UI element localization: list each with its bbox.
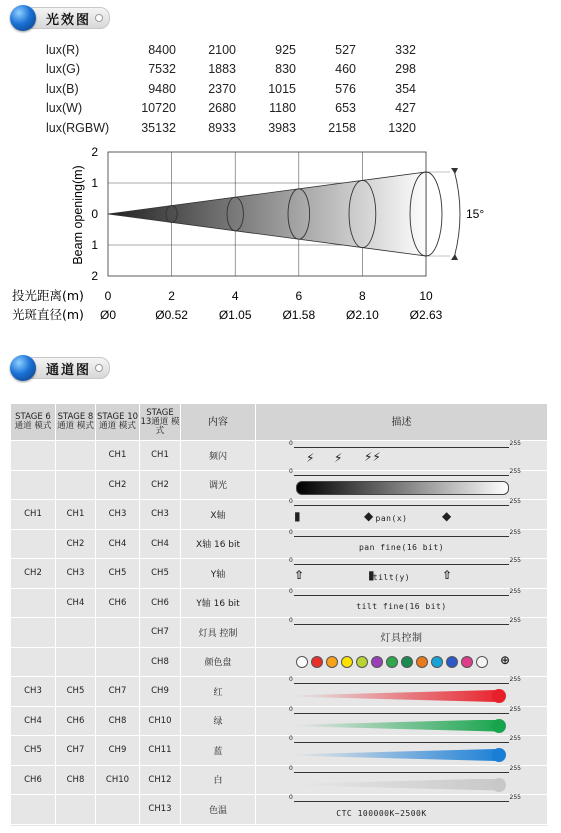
dmx-scale-line: [289, 587, 521, 596]
lux-value: 7532: [148, 62, 176, 77]
channel-function-cell: 红: [181, 677, 256, 707]
channel-description-text: pan(x): [375, 514, 408, 523]
pill-dot-icon: [95, 14, 103, 22]
channel-description-text: pan fine(16 bit): [358, 542, 445, 552]
channel-number-cell: CH1: [140, 441, 181, 471]
channel-row: [11, 500, 548, 530]
dmx-scale-max: 255: [509, 705, 521, 713]
diameter-row-label: 光斑直径(m): [12, 307, 84, 322]
tilt-mid-icon: ▮: [368, 568, 375, 582]
dmx-scale-min: 0: [289, 467, 293, 475]
lux-value: 35132: [141, 120, 176, 135]
lux-value: 10720: [141, 101, 176, 116]
dmx-scale-min: 0: [289, 735, 293, 742]
channel-number-cell: CH9: [140, 677, 181, 707]
channel-number-cell: CH1: [11, 500, 56, 530]
strobe-lightning-icon: ⚡: [306, 451, 315, 465]
lux-row-label: lux(B): [46, 81, 79, 96]
dmx-scale-min: 0: [289, 528, 293, 536]
channel-number-cell: CH4: [140, 529, 181, 559]
channel-number-cell: CH3: [96, 500, 140, 530]
pan-start-icon: ▮: [294, 509, 301, 523]
color-wheel-swatch: [446, 656, 458, 668]
channel-number-cell: CH3: [11, 677, 56, 707]
channel-description-cell: [256, 529, 548, 559]
lux-value: 298: [395, 62, 416, 77]
channel-description-text: CTC 100000K~2500K: [336, 809, 427, 818]
lux-value: 332: [395, 42, 416, 57]
channel-number-cell: [56, 647, 96, 677]
color-wheel-swatch: [461, 656, 473, 668]
channel-number-cell: [56, 618, 96, 648]
color-wheel-swatch: [386, 656, 398, 668]
dmx-scale-min: 0: [289, 764, 293, 772]
pan-mid-icon: ◆: [364, 509, 374, 523]
channel-description-cell: [256, 765, 548, 795]
pill-dot-icon: [95, 364, 103, 372]
channel-row: [11, 470, 548, 500]
lux-value: 2158: [328, 120, 356, 135]
channel-row: [11, 677, 548, 707]
lux-table: [30, 40, 416, 138]
dmx-scale-max: 255: [509, 794, 521, 801]
y-axis-label: Beam opening(m): [71, 165, 85, 265]
color-wheel-swatch: [356, 656, 368, 668]
channel-number-cell: CH2: [56, 529, 96, 559]
channel-function-cell: 蓝: [181, 736, 256, 766]
color-wheel-swatch: [341, 656, 353, 668]
section-orb-icon: [10, 355, 36, 381]
dmx-scale-line: [289, 617, 521, 625]
dmx-scale-min: 0: [289, 557, 293, 564]
section-title-pill: [23, 7, 110, 29]
dmx-scale-min: 0: [289, 705, 293, 713]
channel-row: [11, 765, 548, 795]
lux-value: 1883: [208, 62, 236, 77]
channel-function-cell: 颜色盘: [181, 647, 256, 677]
channel-number-cell: CH1: [96, 441, 140, 471]
channel-number-cell: CH10: [140, 706, 181, 736]
dmx-scale-line: [289, 528, 521, 537]
dmx-scale-line: [289, 467, 521, 476]
dmx-scale-line: [289, 557, 521, 565]
channel-description-cell: [256, 618, 548, 648]
y-tick-label: 1: [91, 238, 98, 252]
channel-header-cell: 内容: [181, 404, 256, 441]
distance-row-label: 投光距离(m): [12, 288, 84, 303]
channel-row: [11, 618, 548, 648]
lux-value: 527: [335, 42, 356, 57]
channel-number-cell: [56, 441, 96, 471]
tilt-start-icon: ⇧: [294, 568, 305, 582]
channel-description-cell: [256, 795, 548, 825]
dimmer-gradient-bar: [296, 481, 509, 495]
dmx-scale-max: 255: [509, 617, 521, 624]
light-effect-header: [10, 5, 110, 31]
channel-function-cell: 色温: [181, 795, 256, 825]
dmx-scale-max: 255: [509, 440, 521, 447]
distance-value: 10: [419, 289, 433, 303]
lux-value: 8933: [208, 120, 236, 135]
diameter-value: Ø0: [99, 308, 117, 322]
channel-description-cell: [256, 647, 548, 677]
dmx-scale-line: [289, 794, 521, 802]
channel-number-cell: CH7: [96, 677, 140, 707]
lux-value: 2680: [208, 101, 236, 116]
dmx-scale-line: [289, 764, 521, 773]
channel-description-cell: [256, 706, 548, 736]
channel-number-cell: [56, 795, 96, 825]
lux-value: 576: [335, 81, 356, 96]
lux-value: 925: [275, 42, 296, 57]
color-wheel-swatch: [326, 656, 338, 668]
channel-number-cell: [11, 529, 56, 559]
strobe-lightning-icon: ⚡⚡: [364, 450, 381, 464]
channel-function-cell: Y轴 16 bit: [181, 588, 256, 618]
tilt-end-icon: ⇧: [442, 568, 453, 582]
channel-function-cell: 频闪: [181, 441, 256, 471]
channel-row: [11, 795, 548, 825]
channel-function-cell: 绿: [181, 706, 256, 736]
lux-row: [30, 99, 416, 119]
color-intensity-ramp: [292, 749, 504, 761]
channel-header-cell: STAGE 8通道 模式: [56, 404, 96, 441]
channel-number-cell: CH9: [96, 736, 140, 766]
channel-number-cell: CH5: [56, 677, 96, 707]
lux-value: 9480: [148, 81, 176, 96]
dmx-scale-line: [289, 705, 521, 714]
channel-number-cell: CH8: [140, 647, 181, 677]
lux-value: 1180: [269, 101, 296, 116]
dmx-scale-line: [289, 676, 521, 684]
lux-value: 3983: [268, 120, 296, 135]
channel-header-cell: STAGE 13通道 模式: [140, 404, 181, 441]
diameter-value: Ø1.05: [218, 308, 252, 322]
channel-header-cell: STAGE 6通道 模式: [11, 404, 56, 441]
channel-number-cell: CH12: [140, 765, 181, 795]
section-orb-icon: [10, 5, 36, 31]
color-end-dot: [492, 778, 506, 792]
beam-angle-label: 15°: [466, 207, 485, 221]
channel-number-cell: [56, 470, 96, 500]
beam-chart: [0, 140, 561, 330]
rotation-icon: ⊕: [500, 652, 511, 667]
section-title-pill: [23, 357, 110, 379]
lux-row: [30, 60, 416, 80]
channel-function-cell: 调光: [181, 470, 256, 500]
lux-value: 354: [395, 81, 416, 96]
y-tick-label: 2: [91, 269, 98, 283]
y-tick-label: 2: [91, 145, 98, 159]
color-wheel-swatch: [371, 656, 383, 668]
lux-value: 1320: [388, 120, 416, 135]
dmx-scale-max: 255: [509, 557, 521, 564]
color-intensity-ramp: [292, 690, 504, 702]
channel-number-cell: [11, 647, 56, 677]
channel-number-cell: CH4: [11, 706, 56, 736]
channel-row: [11, 706, 548, 736]
dmx-scale-max: 255: [509, 467, 521, 475]
y-tick-label: 1: [91, 176, 98, 190]
channel-table: [10, 403, 548, 826]
channel-header-cell: 描述: [256, 404, 548, 441]
lux-value: 427: [395, 101, 416, 116]
lux-row-label: lux(W): [46, 101, 83, 116]
channel-description-cell: [256, 467, 548, 500]
dmx-scale-line: [289, 440, 521, 448]
dmx-scale-max: 255: [509, 735, 521, 742]
channel-number-cell: CH2: [140, 470, 181, 500]
diameter-value: Ø2.63: [409, 308, 443, 322]
channel-header-cell: STAGE 10通道 模式: [96, 404, 140, 441]
beam-angle-arc: [454, 170, 460, 258]
lux-value: 830: [275, 62, 296, 77]
channel-number-cell: CH11: [140, 736, 181, 766]
pan-end-icon: ◆: [442, 509, 452, 523]
diameter-value: Ø2.10: [346, 308, 379, 322]
dmx-scale-line: [289, 498, 521, 506]
dmx-scale-max: 255: [509, 587, 521, 595]
channel-number-cell: CH2: [96, 470, 140, 500]
channel-number-cell: CH3: [56, 559, 96, 589]
channel-number-cell: [11, 795, 56, 825]
channel-description-text: tilt(y): [372, 573, 411, 582]
channel-number-cell: CH8: [56, 765, 96, 795]
color-end-dot: [492, 719, 506, 733]
channel-description-cell: [256, 677, 548, 707]
color-end-dot: [492, 748, 506, 762]
distance-value: 6: [295, 289, 303, 303]
color-wheel-swatch: [296, 656, 308, 668]
lux-row: [30, 40, 416, 60]
channel-number-cell: [96, 618, 140, 648]
channel-number-cell: CH2: [11, 559, 56, 589]
color-wheel-swatch: [401, 656, 413, 668]
channel-number-cell: [11, 470, 56, 500]
distance-value: 4: [231, 289, 239, 303]
channel-function-cell: Y轴: [181, 559, 256, 589]
channel-description-text: tilt fine(16 bit): [356, 601, 447, 611]
channel-number-cell: CH3: [140, 500, 181, 530]
color-intensity-ramp: [292, 779, 504, 791]
dmx-scale-min: 0: [289, 498, 293, 505]
channel-row: [11, 736, 548, 766]
channel-row: [11, 588, 548, 618]
channel-number-cell: CH5: [140, 559, 181, 589]
channel-number-cell: CH7: [56, 736, 96, 766]
dmx-scale-min: 0: [289, 794, 293, 801]
channel-number-cell: CH6: [96, 588, 140, 618]
dmx-scale-max: 255: [509, 676, 521, 683]
arc-arrow-top: [451, 168, 458, 174]
lux-value: 1015: [268, 81, 296, 96]
dmx-scale-max: 255: [509, 528, 521, 536]
channel-number-cell: CH10: [96, 765, 140, 795]
dmx-scale-min: 0: [289, 617, 293, 624]
dmx-scale-min: 0: [289, 587, 293, 595]
channel-header: [10, 355, 110, 381]
dmx-scale-line: [289, 735, 521, 743]
lux-row-label: lux(R): [46, 42, 80, 57]
section-title: 通道图: [46, 362, 92, 378]
lux-row: [30, 79, 416, 99]
channel-number-cell: CH7: [140, 618, 181, 648]
channel-number-cell: CH1: [56, 500, 96, 530]
channel-number-cell: [96, 647, 140, 677]
lux-row-label: lux(RGBW): [46, 120, 110, 135]
color-end-dot: [492, 689, 506, 703]
lux-value: 8400: [148, 42, 176, 57]
channel-number-cell: [11, 588, 56, 618]
channel-number-cell: CH6: [140, 588, 181, 618]
color-wheel-swatch: [416, 656, 428, 668]
dmx-scale-max: 255: [509, 498, 521, 505]
distance-value: 0: [104, 289, 112, 303]
channel-description-text: 灯具控制: [380, 633, 423, 644]
color-wheel-swatch: [476, 656, 488, 668]
section-title: 光效图: [46, 12, 92, 28]
dmx-scale-max: 255: [509, 764, 521, 772]
lux-value: 2100: [208, 42, 236, 57]
channel-row: [11, 441, 548, 471]
channel-description-cell: [256, 588, 548, 618]
lux-value: 653: [335, 101, 356, 116]
lux-value: 460: [335, 62, 356, 77]
y-tick-label: 0: [91, 207, 98, 221]
channel-description-cell: [256, 441, 548, 471]
color-wheel-swatch: [431, 656, 443, 668]
dmx-scale-min: 0: [289, 676, 293, 683]
channel-row: [11, 559, 548, 589]
channel-description-cell: [256, 559, 548, 589]
channel-description-cell: [256, 736, 548, 766]
color-intensity-ramp: [292, 720, 504, 732]
distance-value: 8: [359, 289, 366, 303]
channel-number-cell: CH8: [96, 706, 140, 736]
channel-number-cell: CH4: [96, 529, 140, 559]
diameter-value: Ø0.52: [155, 308, 188, 322]
diameter-value: Ø1.58: [282, 308, 316, 322]
channel-number-cell: CH6: [56, 706, 96, 736]
channel-number-cell: CH6: [11, 765, 56, 795]
strobe-lightning-icon: ⚡: [334, 451, 343, 465]
channel-row: [11, 529, 548, 559]
channel-number-cell: [11, 441, 56, 471]
channel-description-cell: [256, 500, 548, 530]
channel-row: [11, 647, 548, 677]
channel-number-cell: [96, 795, 140, 825]
channel-function-cell: 白: [181, 765, 256, 795]
lux-row-label: lux(G): [46, 62, 81, 77]
lux-row: [30, 118, 416, 138]
dmx-scale-min: 0: [289, 440, 293, 447]
channel-number-cell: [11, 618, 56, 648]
channel-number-cell: CH5: [11, 736, 56, 766]
lux-value: 2370: [208, 81, 236, 96]
channel-number-cell: CH4: [56, 588, 96, 618]
color-wheel-swatch: [311, 656, 323, 668]
channel-function-cell: X轴 16 bit: [181, 529, 256, 559]
channel-number-cell: CH13: [140, 795, 181, 825]
channel-number-cell: CH5: [96, 559, 140, 589]
arc-arrow-bottom: [451, 254, 458, 260]
channel-function-cell: X轴: [181, 500, 256, 530]
distance-value: 2: [168, 289, 175, 303]
channel-function-cell: 灯具 控制: [181, 618, 256, 648]
